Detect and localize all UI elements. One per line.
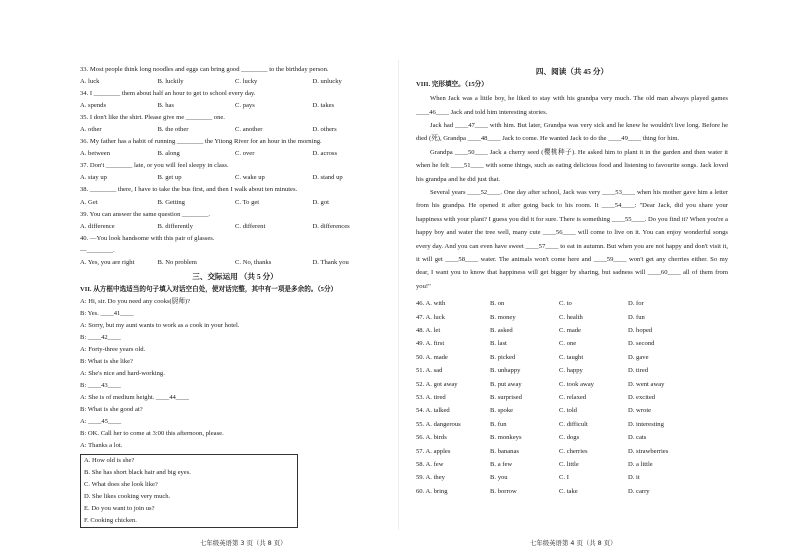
question-text: My father has a habit of running ________ the Yitong River for an hour in the morning. xyxy=(89,138,322,146)
answer-option: D. hoped xyxy=(628,327,653,334)
question-text: I don't like the shirt. Please give me ________ one. xyxy=(89,114,225,122)
answer-row xyxy=(416,311,728,324)
answer-row xyxy=(416,337,728,350)
answer-option: C. to xyxy=(559,300,572,308)
question-text: You can answer the same question ________. xyxy=(89,210,211,218)
question-options xyxy=(80,100,390,112)
answer-option: D. gave xyxy=(628,353,649,361)
answer-row xyxy=(416,485,728,498)
answer-option: C. little xyxy=(559,461,579,469)
option: A. stay up xyxy=(80,174,107,182)
box-option: B. She has short black hair and big eyes. xyxy=(84,468,191,476)
answer-option: 47. A. luck xyxy=(416,313,445,321)
passage-paragraph: Jack had ____47____ with him. But later, Grandpa was very sick and he knew he wouldn't live long. Before he died (死), Grandpa ____48____ Jack to come. He wanted Jack to do the ____49____ thing for him. xyxy=(416,121,728,143)
option: C. another xyxy=(235,126,263,134)
page-4 xyxy=(416,64,728,498)
box-option: F. Cooking chicken. xyxy=(84,516,137,524)
answer-row xyxy=(416,445,728,458)
question-number: 34. xyxy=(80,90,89,98)
answer-option: D. interesting xyxy=(628,420,664,428)
question-number: 38. xyxy=(80,186,89,194)
question-number: 40. xyxy=(80,234,89,242)
page-4-footer: 七年级英语第 4 页（共 8 页） xyxy=(530,539,617,547)
dialogue-line: A: ____45____ xyxy=(80,418,122,426)
answer-option: B. asked xyxy=(490,327,513,334)
page-fold xyxy=(398,60,399,530)
option: C. over xyxy=(235,150,255,158)
answer-option: 49. A. first xyxy=(416,340,445,348)
answer-option: 46. A. with xyxy=(416,300,446,308)
answer-row xyxy=(416,324,728,337)
answer-option: C. one xyxy=(559,340,577,348)
options-box xyxy=(80,454,298,528)
answer-option: C. made xyxy=(559,327,581,334)
passage-paragraph: When Jack was a little boy, he liked to stay with his grandpa very much. The old man always played games ____46____ Jack and told him interesting stories. xyxy=(416,95,728,116)
answer-option: B. surprised xyxy=(490,394,522,402)
answer-option: C. happy xyxy=(559,367,583,375)
option: B. differently xyxy=(157,222,193,230)
page-3-footer: 七年级英语第 3 页（共 8 页） xyxy=(200,539,287,547)
answer-option: 52. A. got away xyxy=(416,380,458,388)
answer-option: 54. A. talked xyxy=(416,407,450,415)
answer-option: B. monkeys xyxy=(490,434,522,442)
question-options xyxy=(80,221,390,233)
section-3-title: 三、交际运用 （共 5 分） xyxy=(192,271,278,281)
question-options xyxy=(80,257,390,269)
option: D. differences xyxy=(312,222,350,230)
question-text: —You look handsome with this pair of glasses. xyxy=(89,234,215,242)
answer-option: D. tired xyxy=(628,367,649,375)
question-text: I ________ them about half an hour to get to school every day. xyxy=(89,90,256,98)
answer-option: D. went away xyxy=(628,380,665,388)
answer-option: B. you xyxy=(490,474,508,482)
question-stem xyxy=(80,136,390,148)
answer-option: C. health xyxy=(559,313,583,321)
question-number: 36. xyxy=(80,138,89,146)
question-options xyxy=(80,148,390,160)
question-text: ________ there, I have to take the bus first, and then I walk about ten minutes. xyxy=(89,186,298,194)
answer-option: B. bananas xyxy=(490,447,519,455)
answer-row xyxy=(416,418,728,431)
answer-option: 60. A. bring xyxy=(416,487,448,495)
option: B. get up xyxy=(157,174,182,182)
option: D. unlucky xyxy=(312,78,342,86)
answer-option: B. money xyxy=(490,313,516,321)
dialogue-line: A: Sorry, but my aunt wants to work as a cook in your hotel. xyxy=(80,321,240,329)
question-options xyxy=(80,197,390,209)
dialogue-line: B: What is she like? xyxy=(80,358,133,366)
dialogue-line: B: What is she good at? xyxy=(80,406,143,414)
answer-option: D. it xyxy=(628,474,640,482)
option: C. different xyxy=(235,222,266,230)
answer-row xyxy=(416,431,728,444)
cloze-passage xyxy=(416,92,728,293)
dialogue-line: A: Thanks a lot. xyxy=(80,442,123,450)
answer-option: 58. A. few xyxy=(416,461,444,469)
question-number: 33. xyxy=(80,66,89,73)
question-stem xyxy=(80,88,390,100)
answer-option: 48. A. let xyxy=(416,327,441,334)
box-option: A. How old is she? xyxy=(84,456,135,464)
answer-option: C. difficult xyxy=(559,420,588,428)
answer-option: C. took away xyxy=(559,380,594,388)
question-options xyxy=(80,124,390,136)
passage-paragraph: Several years ____52____. One day after school, Jack was very ____53____ when his mother gave him a letter from his grandpa. He opened it after going back to his room. It ____54____: "Dear Jack, did you share your happiness with your plant? I guess you did it for sure. There is something ____55____. Do you find it? When you're a happy boy and water the tree well, many cute ____56____ will come to live on it. You can enjoy wonderful songs every day. And you can even have sweet ____57____ to eat in autumn. But when you are not happy and don't visit it, it will get ____58____ water. The animals won't come here and ____59____ won't get any cherries either. So my dear, I want you to know that happiness will get bigger by sharing, but sadness will ____60____ all of them from you!" xyxy=(416,188,728,290)
dialogue-line: B: Yes. ____41____ xyxy=(80,309,134,317)
question-text: Most people think long noodles and eggs can bring good ________ to the birthday person. xyxy=(89,66,329,73)
answer-row xyxy=(416,378,728,391)
section-7-instructions: VII. 从方框中选适当的句子填入对话空白处，使对话完整，其中有一项是多余的。（5分） xyxy=(80,285,338,293)
answer-option: B. a few xyxy=(490,461,513,469)
answer-option: C. dogs xyxy=(559,434,580,442)
option: C. wake up xyxy=(235,174,265,182)
question-text: Don't ________ late, or you will feel sleepy in class. xyxy=(89,162,229,170)
option: D. across xyxy=(312,150,338,158)
dialogue-line: A: Hi, sir. Do you need any cooks(厨师)? xyxy=(80,297,191,305)
box-option: D. She likes cooking very much. xyxy=(84,492,171,500)
answer-row xyxy=(416,391,728,404)
question-options xyxy=(80,76,390,88)
cloze-answer-options xyxy=(416,297,728,498)
option: D. stand up xyxy=(312,174,343,182)
option: A. luck xyxy=(80,78,100,86)
question-stem xyxy=(80,184,390,196)
dialogue xyxy=(80,296,390,453)
answer-option: B. picked xyxy=(490,353,516,361)
answer-option: B. last xyxy=(490,340,507,348)
answer-option: C. taught xyxy=(559,353,584,361)
question-number: 37. xyxy=(80,162,89,170)
answer-option: B. on xyxy=(490,300,505,308)
answer-option: 50. A. made xyxy=(416,353,448,361)
answer-row xyxy=(416,404,728,417)
page-3 xyxy=(80,64,390,528)
option: B. the other xyxy=(157,126,189,134)
option: B. Getting xyxy=(157,198,185,206)
answer-option: D. wrote xyxy=(628,407,652,415)
dialogue-line: B: ____42____ xyxy=(80,334,121,342)
answer-row xyxy=(416,364,728,377)
question-stem xyxy=(80,112,390,124)
option: D. takes xyxy=(312,102,335,110)
box-option: E. Do you want to join us? xyxy=(84,504,155,512)
question-number: 39. xyxy=(80,210,89,218)
dialogue-line: A: She's nice and hard-working. xyxy=(80,370,165,378)
dialogue-line: B: OK. Call her to come at 3:00 this afternoon, please. xyxy=(80,430,224,438)
answer-row xyxy=(416,297,728,310)
answer-option: C. take xyxy=(559,487,578,495)
option: C. No, thanks xyxy=(235,258,272,266)
answer-option: B. fun xyxy=(490,420,507,428)
question-stem xyxy=(80,64,390,76)
answer-option: B. unhappy xyxy=(490,367,521,375)
option: B. has xyxy=(157,102,174,110)
question-stem xyxy=(80,160,390,172)
answer-option: 56. A. birds xyxy=(416,434,447,442)
dialogue-line: A: Forty-three years old. xyxy=(80,346,146,354)
answer-option: D. a little xyxy=(628,461,653,469)
multiple-choice-questions xyxy=(80,64,390,269)
answer-option: B. put away xyxy=(490,380,522,388)
option: A. difference xyxy=(80,222,115,230)
option: C. pays xyxy=(235,102,255,110)
cloze-instructions: VIII. 完形填空。（15分） xyxy=(416,81,488,89)
question-stem xyxy=(80,209,390,221)
question-number: 35. xyxy=(80,114,89,122)
answer-option: C. cherries xyxy=(559,447,588,455)
option: A. Yes, you are right xyxy=(80,258,135,266)
answer-option: D. fun xyxy=(628,313,645,321)
answer-option: D. strawberries xyxy=(628,447,669,455)
answer-option: D. second xyxy=(628,340,655,348)
answer-option: 51. A. sad xyxy=(416,367,443,375)
answer-option: 53. A. tired xyxy=(416,394,446,402)
answer-option: D. carry xyxy=(628,487,650,495)
passage-paragraph: Grandpa ____50____ Jack a cherry seed (樱桃种子). He asked him to plant it in the garden and then water it when he felt ____51____ with some things, such as eating delicious food and listening to favourite songs. Jack loved his grandpa and he did just that. xyxy=(416,148,728,183)
answer-row xyxy=(416,458,728,471)
option: B. No problem xyxy=(157,258,197,266)
option: C. lucky xyxy=(235,78,258,86)
answer-option: 57. A. apples xyxy=(416,447,451,455)
answer-option: B. spoke xyxy=(490,407,514,415)
option: A. other xyxy=(80,126,102,134)
answer-option: B. borrow xyxy=(490,487,517,495)
option: D. Thank you xyxy=(312,258,349,266)
answer-option: D. cats xyxy=(628,434,647,442)
question-stem xyxy=(80,233,390,245)
answer-option: C. I xyxy=(559,474,569,482)
question-line-2: —________. xyxy=(80,246,115,254)
option: A. Get xyxy=(80,198,98,206)
option: A. spends xyxy=(80,102,107,110)
answer-option: D. excited xyxy=(628,394,656,402)
option: C. To get xyxy=(235,198,260,206)
option: D. others xyxy=(312,126,337,134)
answer-option: 59. A. they xyxy=(416,474,445,482)
answer-row xyxy=(416,351,728,364)
option: A. between xyxy=(80,150,111,158)
answer-option: C. relaxed xyxy=(559,394,587,402)
dialogue-line: A: She is of medium height. ____44____ xyxy=(80,394,189,402)
question-options xyxy=(80,172,390,184)
answer-row xyxy=(416,471,728,484)
section-4-title: 四、阅读（共 45 分） xyxy=(535,67,609,76)
option: D. got xyxy=(312,198,329,206)
answer-option: 55. A. dangerous xyxy=(416,420,461,428)
option: B. along xyxy=(157,150,180,158)
answer-option: C. told xyxy=(559,407,577,415)
answer-option: D. for xyxy=(628,300,644,308)
dialogue-line: B: ____43____ xyxy=(80,382,121,390)
box-option: C. What does she look like? xyxy=(84,480,158,488)
option: B. luckily xyxy=(157,78,184,86)
